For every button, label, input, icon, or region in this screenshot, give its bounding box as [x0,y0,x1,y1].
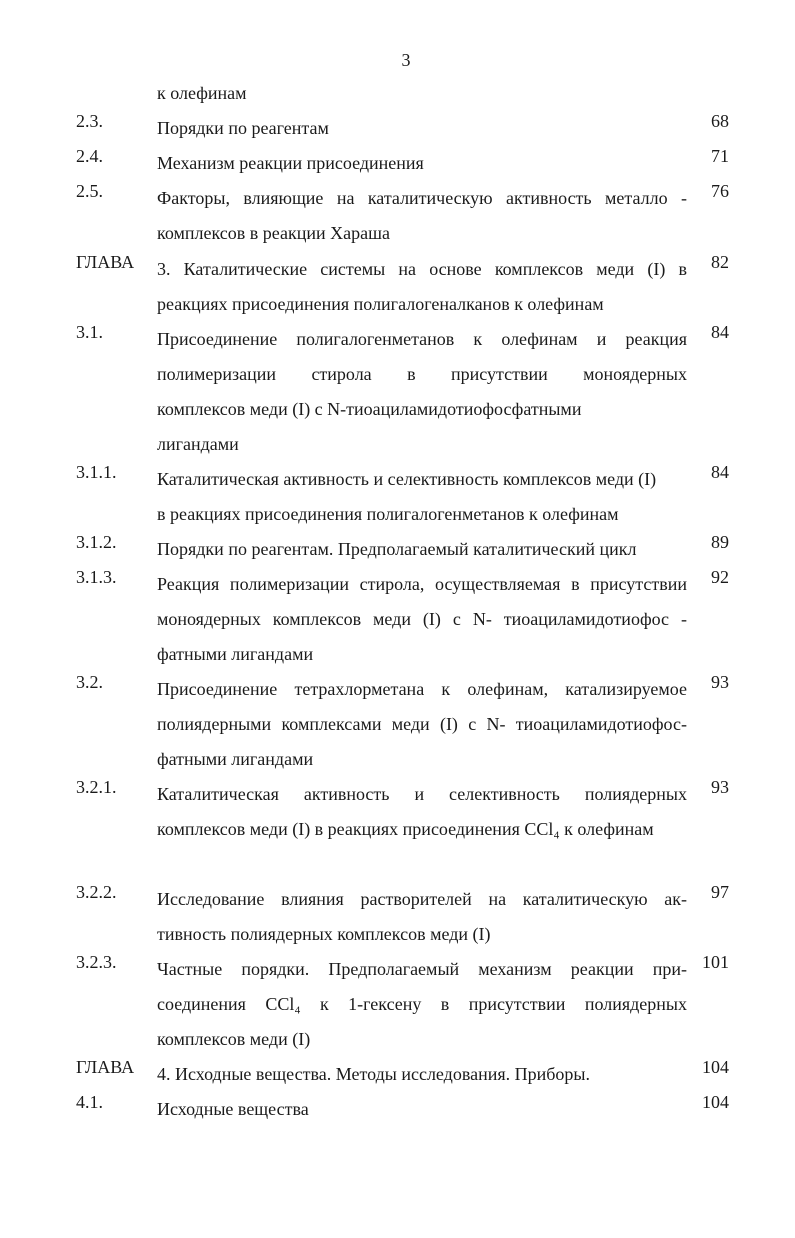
toc-title-line: Присоединение полигалогенметанов к олефинам и реакция [157,329,687,349]
toc-entry-title [157,462,687,532]
toc-entry-number: 3.1.2. [76,532,117,552]
toc-entry-title [157,532,687,567]
toc-entry-title [157,111,687,146]
toc-title-line: Порядки по реагентам. Предполагаемый каталитический цикл [157,539,637,559]
toc-entry-title [157,76,687,111]
toc-title-line: комплексов в реакции Хараша [157,223,390,243]
toc-entry-page: 97 [711,882,729,902]
toc-entry-title [157,952,687,1057]
toc-entry-page: 89 [711,532,729,552]
toc-entry-title [157,1057,687,1092]
toc-title-line: моноядерных комплексов меди (I) с N- тиоациламидотиофос - [157,609,687,629]
toc-entry-page: 84 [711,462,729,482]
toc-title-line: Механизм реакции присоединения [157,153,424,173]
toc-title-line: Исследование влияния растворителей на каталитическую ак- [157,889,687,909]
toc-entry-page: 68 [711,111,729,131]
toc-entry-number: ГЛАВА [76,252,135,272]
toc-entry-number: 3.2.2. [76,882,117,902]
toc-entry-title [157,252,687,322]
toc-title-line: Частные порядки. Предполагаемый механизм реакции при- [157,959,687,979]
toc-entry-page: 104 [702,1092,729,1112]
toc-entry-number: 4.1. [76,1092,103,1112]
toc-entry-title [157,567,687,672]
toc-title-line: комплексов меди (I) [157,1029,311,1049]
toc-entry-number: 3.1.1. [76,462,117,482]
toc-entry-page: 71 [711,146,729,166]
toc-title-line: в реакциях присоединения полигалогенметанов к олефинам [157,504,619,524]
toc-title-line: полимеризации стирола в присутствии моноядерных [157,364,687,384]
toc-title-line: Присоединение тетрахлорметана к олефинам, катализируемое [157,679,687,699]
toc-title-line: комплексов меди (I) в реакциях присоединения CCl₄ к олефинам [157,819,654,839]
toc-entry-page: 76 [711,181,729,201]
toc-title-line: 4. Исходные вещества. Методы исследования. Приборы. [157,1064,591,1084]
toc-entry-number: 3.1. [76,322,103,342]
toc-entry-page: 93 [711,672,729,692]
toc-entry-title [157,146,687,181]
toc-entry-number: 3.1.3. [76,567,117,587]
toc-title-line: лигандами [157,434,239,454]
toc-title-line: Исходные вещества [157,1099,309,1119]
toc-title-line: к олефинам [157,83,247,103]
toc-entry-number: ГЛАВА [76,1057,135,1077]
toc-entry-page: 84 [711,322,729,342]
toc-title-line: фатными лигандами [157,644,314,664]
toc-entry-title [157,1092,687,1127]
toc-entry-number: 3.2.3. [76,952,117,972]
toc-title-line: полиядерными комплексами меди (I) с N- тиоациламидотиофос- [157,714,687,734]
toc-entry-title [157,672,687,777]
toc-entry-page: 92 [711,567,729,587]
toc-title-line: соединения CCl₄ к 1-гексену в присутствии полиядерных [157,994,687,1014]
toc-title-line: Каталитическая активность и селективность комплексов меди (I) [157,469,657,489]
toc-title-line: Порядки по реагентам [157,118,329,138]
toc-entry-title [157,181,687,251]
toc-title-line: 3. Каталитические системы на основе комплексов меди (I) в [157,259,687,279]
toc-entry-title [157,882,687,952]
toc-title-line: фатными лигандами [157,749,314,769]
toc-title-line: тивность полиядерных комплексов меди (I) [157,924,491,944]
toc-entry-title [157,777,687,847]
toc-title-line: Факторы, влияющие на каталитическую активность металло - [157,188,687,208]
toc-entry-number: 2.5. [76,181,103,201]
toc-entry-title [157,322,687,462]
toc-entry-number: 3.2.1. [76,777,117,797]
toc-entry-page: 93 [711,777,729,797]
toc-title-line: реакциях присоединения полигалогеналканов к олефинам [157,294,604,314]
page-number: 3 [401,50,411,70]
toc-entry-page: 101 [702,952,729,972]
toc-entry-page: 104 [702,1057,729,1077]
toc-entry-number: 3.2. [76,672,103,692]
toc-title-line: Каталитическая активность и селективность полиядерных [157,784,687,804]
toc-entry-number: 2.3. [76,111,103,131]
toc-title-line: комплексов меди (I) с N-тиоациламидотиофосфатными [157,399,582,419]
toc-title-line: Реакция полимеризации стирола, осуществляемая в присутствии [157,574,687,594]
toc-entry-number: 2.4. [76,146,103,166]
toc-entry-page: 82 [711,252,729,272]
